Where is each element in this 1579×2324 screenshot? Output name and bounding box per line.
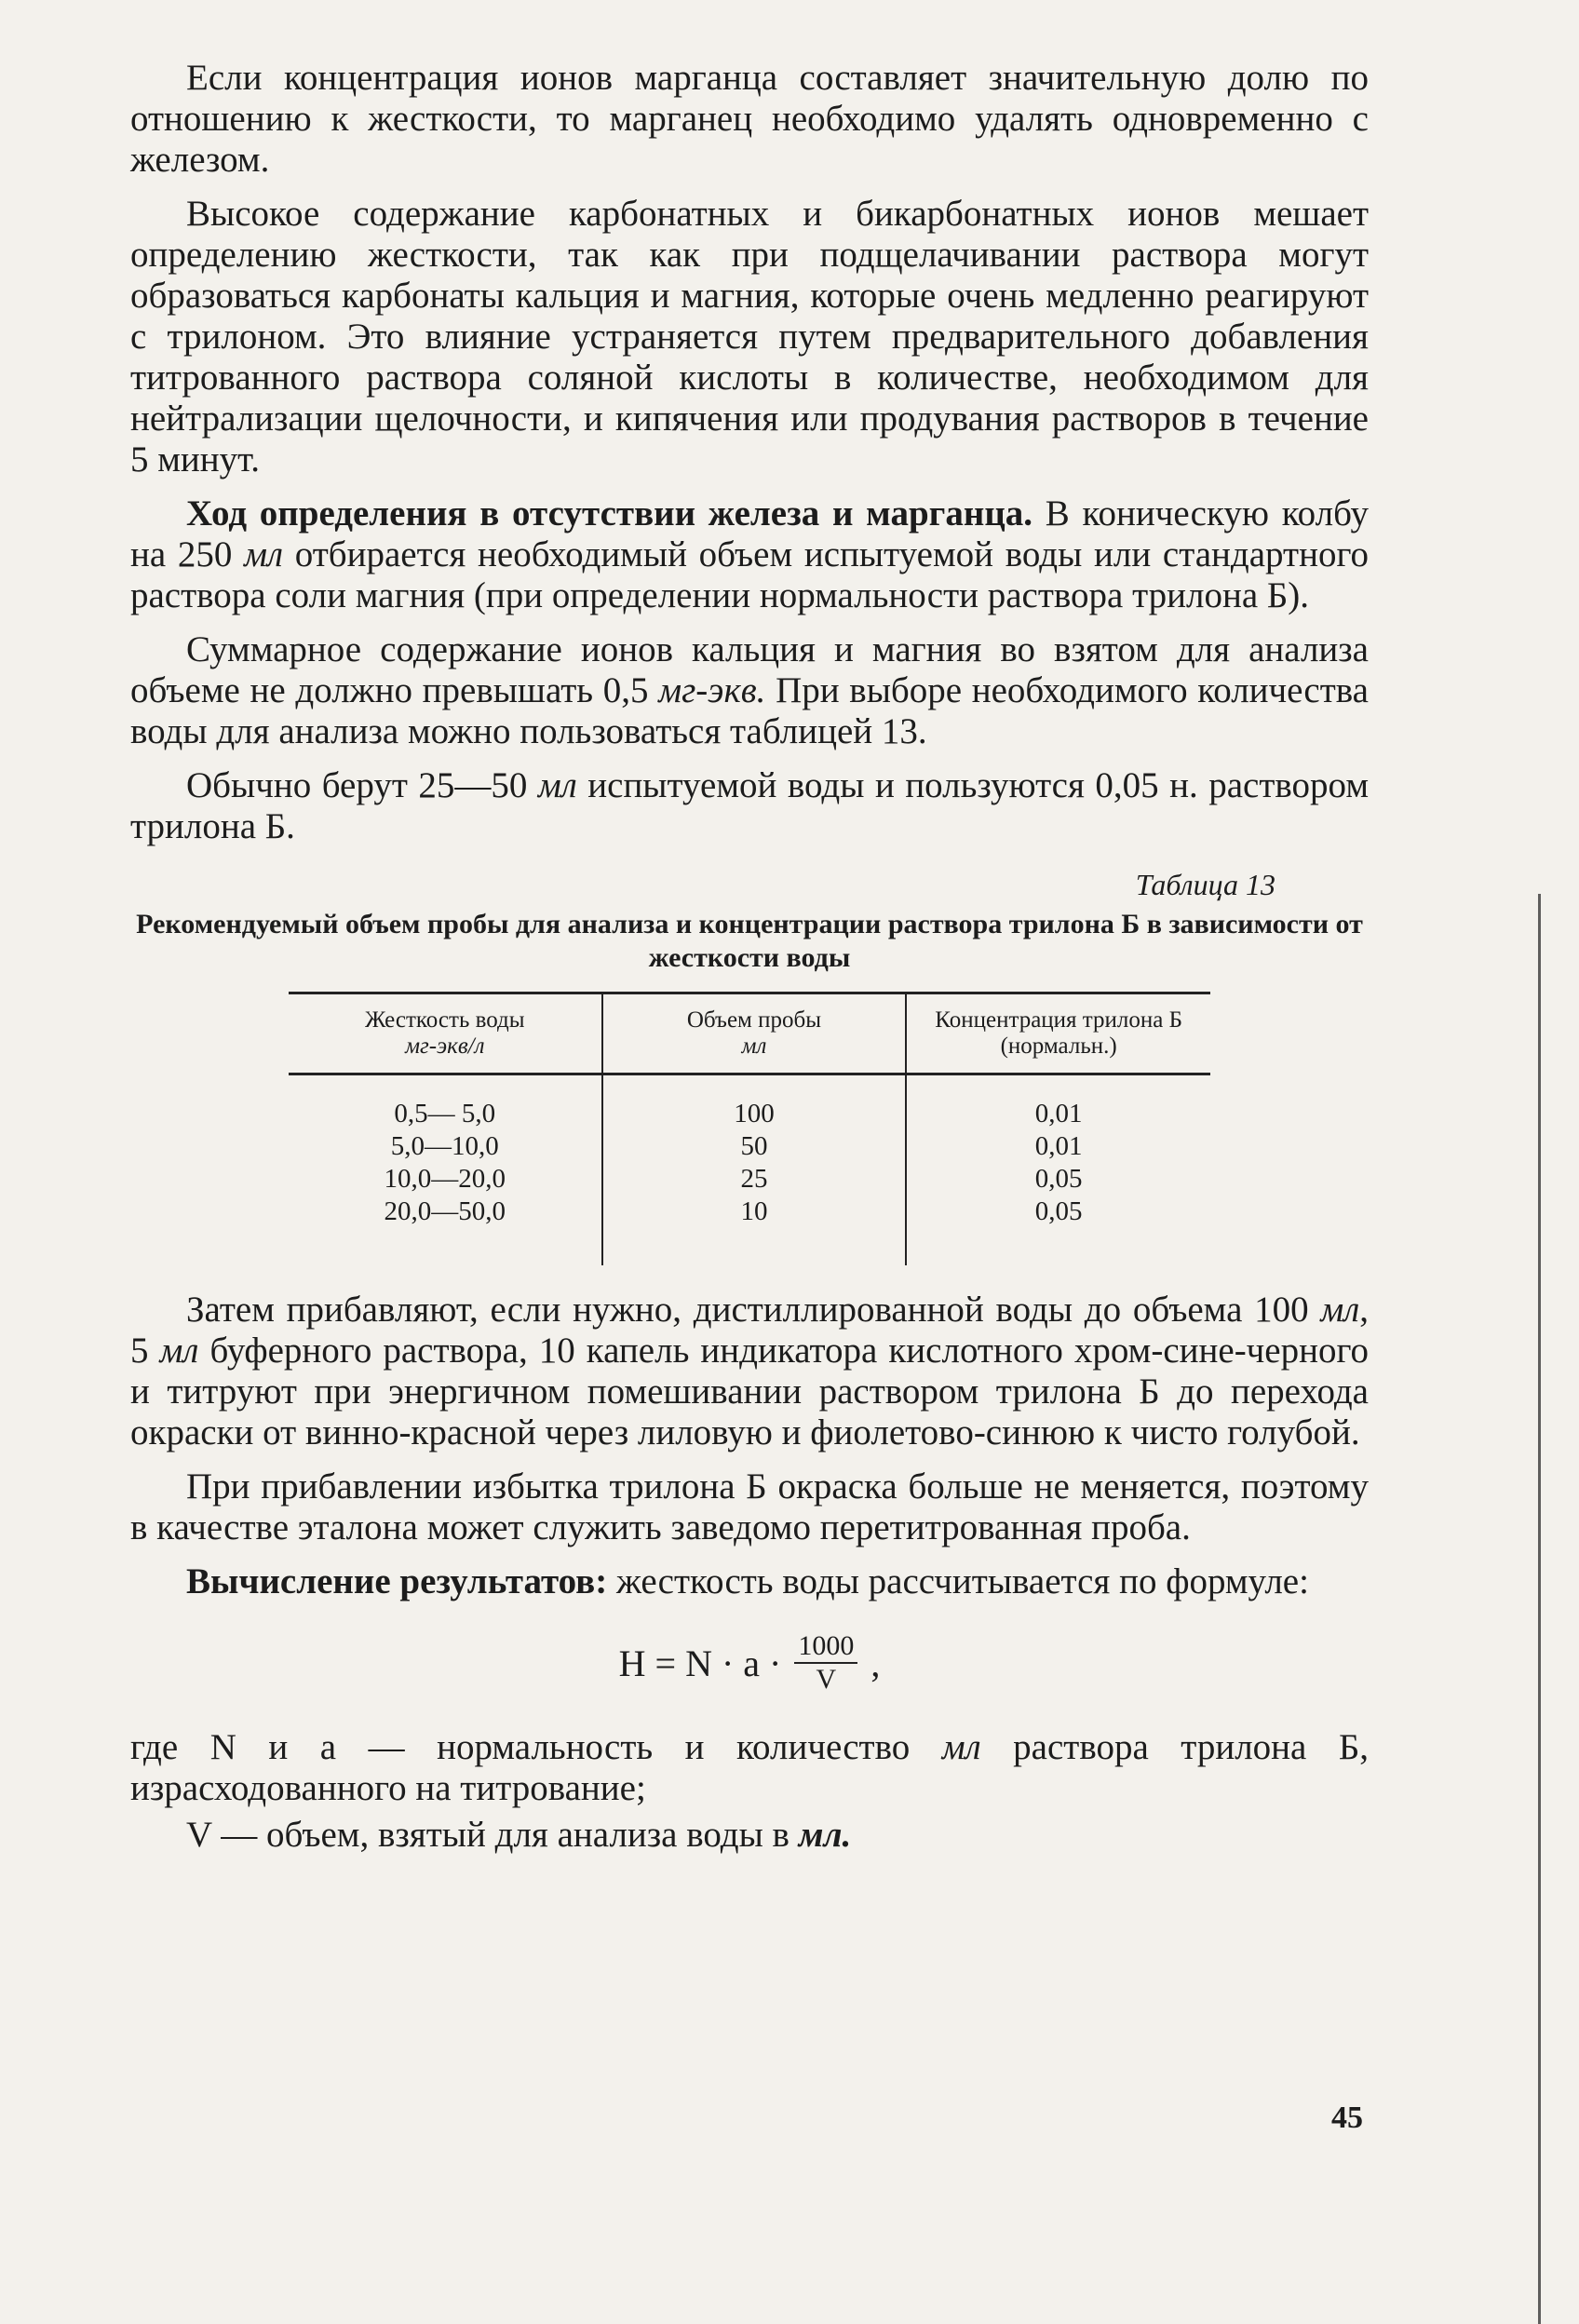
cell-hardness: 10,0—20,0 [384, 1164, 506, 1194]
usual-text-b: испытуемой воды и пользуются 0,05 н. раствором трилона Б. [130, 765, 1369, 846]
titration-text-c: буферного раствора, 10 капель индикатора кислотного хром-сине-черного и титруют при энергичном помешивании раствором трилона Б до перехода окраски от винно-красной через лиловую и фиолетово-синюю к чисто голубой. [130, 1331, 1369, 1452]
header-hardness [289, 993, 602, 1074]
definition-n-a [130, 1727, 1369, 1809]
table-row [289, 1074, 1210, 1131]
page-edge-shadow [1538, 894, 1541, 2324]
header-volume-label: Объем пробы [686, 1007, 821, 1033]
table-row [289, 1163, 1210, 1196]
cell-concentration: 0,05 [906, 1196, 1210, 1265]
calculation-heading: Вычисление результатов: [186, 1561, 608, 1601]
table-row [289, 1196, 1210, 1265]
cell-hardness: 0,5— 5,0 [394, 1099, 496, 1128]
paragraph-manganese: Если концентрация ионов марганца составляет значительную долю по отношению к жесткости, то марганец необходимо удалять одновременно с железом. [130, 58, 1369, 180]
procedure-text-b: отбирается необходимый объем испытуемой воды или стандартного раствора соли магния (при определении нормальности раствора трилона Б). [130, 534, 1369, 615]
header-hardness-unit: мг-экв/л [405, 1034, 485, 1059]
cell-volume: 25 [602, 1163, 907, 1196]
paragraph-usual [130, 765, 1369, 847]
header-volume [602, 993, 907, 1074]
paragraph-titration [130, 1290, 1369, 1453]
formula-comma: , [870, 1642, 881, 1684]
procedure-heading: Ход определения в отсутствии железа и марганца. [186, 493, 1033, 534]
header-concentration-label: Концентрация трилона Б (нормальн.) [935, 1007, 1182, 1059]
unit-ml: мл [537, 765, 577, 805]
cell-volume: 50 [602, 1130, 907, 1163]
definition-v [130, 1815, 1369, 1856]
formula-fraction [794, 1630, 857, 1696]
table-header-row [289, 993, 1210, 1074]
cell-volume: 100 [602, 1074, 907, 1131]
definition-n-a-text-b: раствора трилона Б, израсходованного на титрование; [130, 1727, 1369, 1808]
formula-lhs: H = N · a · [618, 1642, 782, 1684]
calculation-text: жесткость воды рассчитывается по формуле: [607, 1561, 1309, 1601]
hardness-formula [130, 1630, 1369, 1696]
cell-concentration: 0,05 [906, 1163, 1210, 1196]
cell-concentration: 0,01 [906, 1130, 1210, 1163]
paragraph-carbonates: Высокое содержание карбонатных и бикарбонатных ионов мешает определению жесткости, так как при подщелачивании раствора могут образоваться карбонаты кальция и магния, которые очень медленно реагируют с трилоном. Это влияние устраняется путем предварительного добавления титрованного раствора соляной кислоты в количестве, необходимом для нейтрализации щелочности, и кипячения или продувания растворов в течение 5 минут. [130, 194, 1369, 480]
formula-definitions [130, 1727, 1369, 1856]
paragraph-total-content [130, 629, 1369, 752]
cell-concentration: 0,01 [906, 1074, 1210, 1131]
titration-text-a: Затем прибавляют, если нужно, дистиллированной воды до объема 100 [186, 1290, 1321, 1330]
cell-hardness: 20,0—50,0 [384, 1196, 506, 1226]
unit-ml: мл [1320, 1290, 1360, 1330]
formula-denominator: V [816, 1664, 837, 1695]
paragraph-excess: При прибавлении избытка трилона Б окраска больше не меняется, поэтому в качестве эталона может служить заведомо перетитрованная проба. [130, 1466, 1369, 1547]
unit-ml: мл [244, 534, 283, 574]
definition-v-text: V — объем, взятый для анализа воды в [186, 1815, 799, 1855]
unit-mg-eq: мг-экв. [658, 670, 766, 710]
unit-ml: мл [941, 1727, 981, 1767]
unit-ml: мл [159, 1331, 199, 1371]
procedure-text-a: В коническую колбу на 250 [130, 493, 1369, 574]
total-content-text-b: При выборе необходимого количества воды для анализа можно пользоваться таблицей 13. [130, 670, 1369, 751]
table-row [289, 1130, 1210, 1163]
definition-n-a-text: где N и a — нормальность и количество [130, 1727, 942, 1767]
paragraph-procedure [130, 493, 1369, 616]
header-concentration [906, 993, 1210, 1074]
cell-hardness: 5,0—10,0 [390, 1131, 499, 1161]
header-hardness-label: Жесткость воды [365, 1007, 525, 1033]
header-volume-unit: мл [741, 1034, 767, 1059]
cell-volume: 10 [602, 1196, 907, 1265]
table-caption: Таблица 13 [1135, 868, 1275, 901]
table-title: Рекомендуемый объем пробы для анализа и концентрации раствора трилона Б в зависимости от жесткости воды [136, 909, 1363, 973]
paragraph-calculation [130, 1561, 1369, 1602]
page-number: 45 [1331, 2101, 1363, 2135]
unit-ml: мл. [798, 1815, 852, 1855]
text-column [130, 58, 1369, 1861]
total-content-text-a: Суммарное содержание ионов кальция и магния во взятом для анализа объеме не должно превышать 0,5 [130, 629, 1369, 710]
formula-numerator: 1000 [794, 1630, 857, 1664]
titration-text-b: , 5 [130, 1290, 1369, 1371]
usual-text-a: Обычно берут 25—50 [186, 765, 538, 805]
recommendation-table [289, 992, 1210, 1265]
